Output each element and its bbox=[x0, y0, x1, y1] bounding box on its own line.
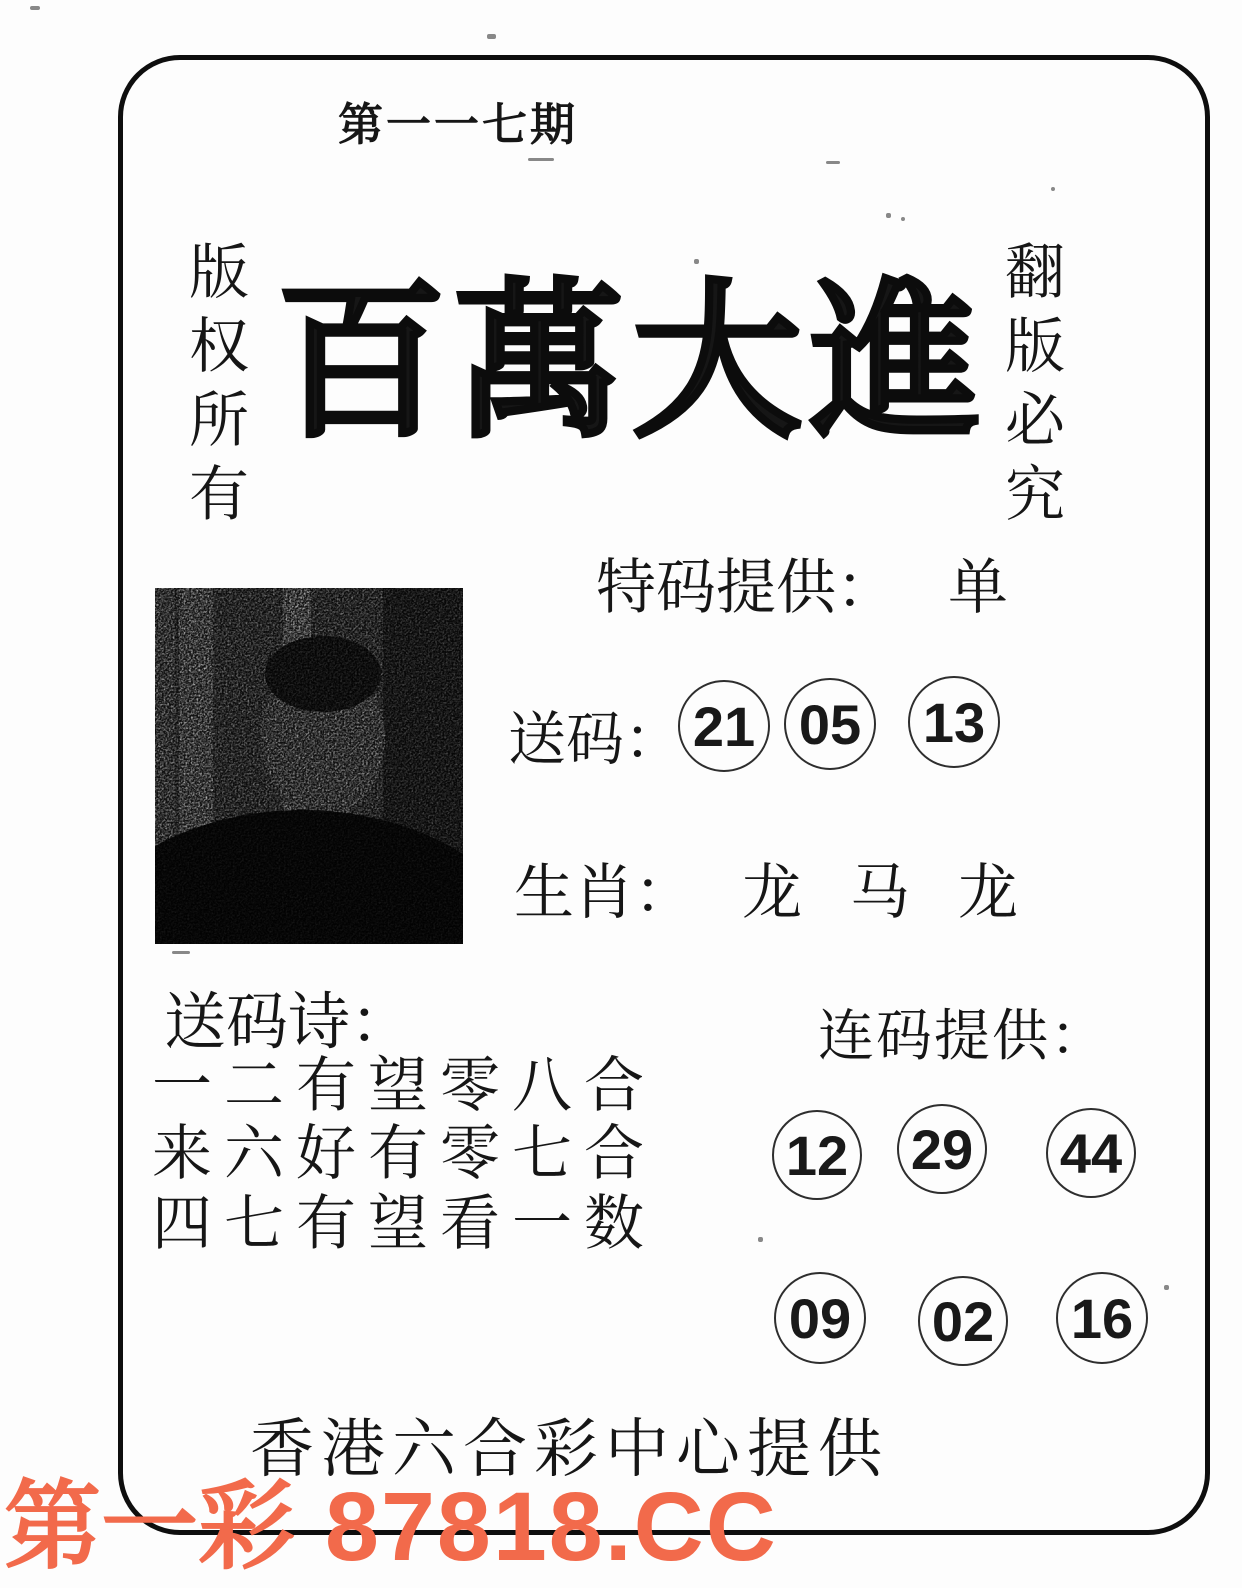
serial-code-ball bbox=[897, 1104, 987, 1194]
serial-code-number: 16 bbox=[1070, 1286, 1134, 1350]
send-code-number: 21 bbox=[692, 694, 756, 758]
send-code-ball bbox=[908, 676, 1000, 768]
zodiac-value: 龙 bbox=[742, 860, 802, 926]
send-code-ball bbox=[678, 680, 770, 772]
scan-speck bbox=[758, 1237, 763, 1242]
serial-code-ball bbox=[772, 1110, 862, 1200]
zodiac-value: 马 bbox=[850, 860, 910, 926]
send-code-label: 送码： bbox=[508, 707, 683, 772]
poem-label: 送码诗： bbox=[164, 989, 413, 1057]
serial-code-number: 12 bbox=[785, 1123, 849, 1187]
scan-speck bbox=[826, 161, 840, 164]
poem-line: 四七有望看一数 bbox=[152, 1191, 656, 1257]
poem-line: 来六好有零七合 bbox=[152, 1121, 656, 1187]
serial-code-number: 29 bbox=[910, 1117, 974, 1181]
scan-speck bbox=[1164, 1285, 1169, 1290]
serial-code-ball bbox=[774, 1272, 866, 1364]
issue-number: 第一一七期 bbox=[338, 99, 579, 150]
scan-speck bbox=[886, 213, 891, 218]
send-code-number: 13 bbox=[922, 690, 986, 754]
zodiac-label: 生肖： bbox=[514, 860, 694, 926]
watermark-site-url: 87818.CC bbox=[325, 1472, 778, 1581]
send-code-ball bbox=[784, 678, 876, 770]
serial-code-ball bbox=[918, 1276, 1008, 1366]
scan-speck bbox=[30, 6, 40, 10]
special-code-label: 特码提供： bbox=[596, 555, 896, 621]
serial-code-number: 44 bbox=[1059, 1121, 1123, 1185]
scan-speck bbox=[528, 158, 554, 161]
copyright-right-column: 翻版必究 bbox=[997, 240, 1063, 536]
serial-code-ball bbox=[1056, 1272, 1148, 1364]
watermark-site bbox=[4, 1448, 778, 1588]
scan-speck bbox=[901, 217, 905, 221]
sheet-title: 百萬大進 bbox=[276, 270, 989, 458]
serial-codes-label: 连码提供： bbox=[818, 1006, 1108, 1068]
poem-line: 一二有望零八合 bbox=[152, 1053, 656, 1119]
zodiac-line bbox=[514, 845, 1018, 931]
footer-provider: 香港六合彩中心提供 bbox=[250, 1414, 889, 1485]
portrait-photo bbox=[155, 588, 463, 944]
watermark-site-name: 第一彩 bbox=[4, 1472, 295, 1581]
special-code-line bbox=[596, 540, 1008, 626]
special-code-value: 单 bbox=[948, 555, 1008, 621]
serial-code-number: 09 bbox=[788, 1286, 852, 1350]
copyright-left-column: 版权所有 bbox=[181, 240, 247, 536]
scan-speck bbox=[487, 34, 496, 39]
scan-speck bbox=[694, 259, 699, 264]
scan-speck bbox=[172, 951, 190, 954]
zodiac-value: 龙 bbox=[958, 860, 1018, 926]
send-code-number: 05 bbox=[798, 692, 862, 756]
scan-speck bbox=[1051, 187, 1055, 191]
serial-code-number: 02 bbox=[931, 1289, 995, 1353]
serial-code-ball bbox=[1046, 1108, 1136, 1198]
